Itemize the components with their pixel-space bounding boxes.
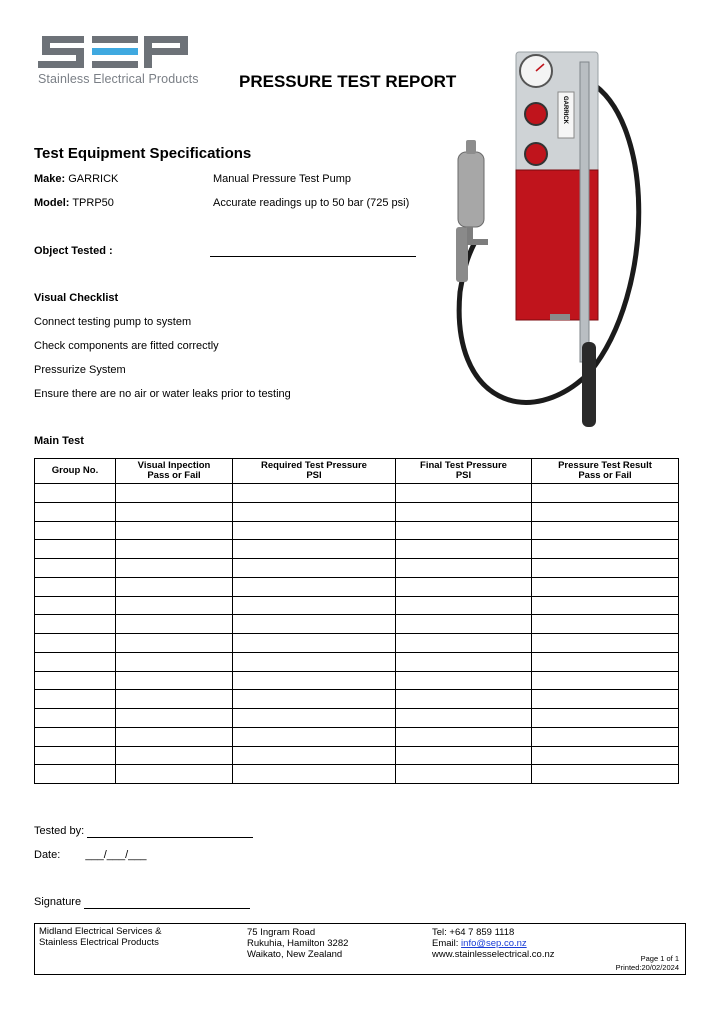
model-row — [34, 197, 114, 209]
table-cell[interactable] — [233, 746, 396, 765]
table-cell[interactable] — [233, 671, 396, 690]
model-label: Model: — [34, 197, 70, 209]
table-cell[interactable] — [116, 746, 233, 765]
table-cell[interactable] — [116, 615, 233, 634]
table-cell[interactable] — [116, 540, 233, 559]
table-row — [35, 690, 679, 709]
table-cell[interactable] — [396, 690, 532, 709]
table-row — [35, 596, 679, 615]
checklist-item: Ensure there are no air or water leaks prior to testing — [34, 388, 291, 400]
table-cell[interactable] — [396, 521, 532, 540]
table-cell[interactable] — [35, 484, 116, 503]
signature-label: Signature — [34, 896, 82, 908]
table-row — [35, 615, 679, 634]
make-row — [34, 173, 118, 185]
table-cell[interactable] — [116, 521, 233, 540]
table-cell[interactable] — [532, 746, 679, 765]
table-cell[interactable] — [396, 652, 532, 671]
object-tested-field[interactable] — [210, 256, 416, 257]
column-header-final-pressure: Final Test Pressure PSI — [396, 459, 532, 484]
signature-row — [34, 896, 250, 909]
date-label: Date: — [34, 849, 61, 861]
table-cell[interactable] — [532, 652, 679, 671]
table-cell[interactable] — [532, 709, 679, 728]
logo-tagline: Stainless Electrical Products — [38, 72, 199, 86]
make-description: Manual Pressure Test Pump — [213, 173, 351, 185]
table-cell[interactable] — [396, 502, 532, 521]
table-cell[interactable] — [396, 484, 532, 503]
table-cell[interactable] — [233, 727, 396, 746]
table-cell[interactable] — [116, 559, 233, 578]
table-cell[interactable] — [35, 596, 116, 615]
model-description: Accurate readings up to 50 bar (725 psi) — [213, 197, 410, 209]
table-row — [35, 502, 679, 521]
checklist-item: Pressurize System — [34, 364, 126, 376]
table-cell[interactable] — [35, 615, 116, 634]
column-header-visual-inspection: Visual Inpection Pass or Fail — [116, 459, 233, 484]
table-header-row — [35, 459, 679, 484]
table-cell[interactable] — [532, 559, 679, 578]
column-header-test-result: Pressure Test Result Pass or Fail — [532, 459, 679, 484]
table-row — [35, 709, 679, 728]
table-row — [35, 540, 679, 559]
table-cell[interactable] — [532, 615, 679, 634]
table-cell[interactable] — [396, 540, 532, 559]
table-cell[interactable] — [233, 521, 396, 540]
table-cell[interactable] — [233, 540, 396, 559]
table-cell[interactable] — [35, 727, 116, 746]
table-cell[interactable] — [116, 502, 233, 521]
table-cell[interactable] — [116, 652, 233, 671]
page-number: Page 1 of 1 — [640, 954, 679, 963]
tested-by-field[interactable] — [87, 825, 253, 838]
tested-by-row — [34, 825, 253, 838]
table-cell[interactable] — [532, 634, 679, 653]
checklist-item: Connect testing pump to system — [34, 316, 192, 328]
table-cell[interactable] — [116, 577, 233, 596]
table-cell[interactable] — [396, 577, 532, 596]
table-cell[interactable] — [116, 690, 233, 709]
table-cell[interactable] — [116, 727, 233, 746]
pressure-pump-image — [440, 42, 665, 432]
make-value: GARRICK — [68, 173, 119, 185]
table-cell[interactable] — [233, 577, 396, 596]
table-cell[interactable] — [396, 615, 532, 634]
table-cell[interactable] — [35, 690, 116, 709]
table-cell[interactable] — [233, 484, 396, 503]
email-link[interactable]: info@sep.co.nz — [461, 938, 527, 949]
table-cell[interactable] — [233, 502, 396, 521]
footer-email-row: Email: info@sep.co.nz — [432, 938, 527, 949]
table-cell[interactable] — [532, 502, 679, 521]
table-cell[interactable] — [35, 709, 116, 728]
equipment-heading: Test Equipment Specifications — [34, 145, 252, 162]
table-row — [35, 521, 679, 540]
table-cell[interactable] — [35, 671, 116, 690]
main-test-table — [34, 458, 679, 784]
table-cell[interactable] — [35, 652, 116, 671]
model-value: TPRP50 — [72, 197, 114, 209]
table-cell[interactable] — [233, 652, 396, 671]
table-row — [35, 634, 679, 653]
table-cell[interactable] — [35, 577, 116, 596]
table-cell[interactable] — [532, 596, 679, 615]
table-row — [35, 652, 679, 671]
column-header-group-no: Group No. — [35, 459, 116, 484]
table-cell[interactable] — [116, 671, 233, 690]
table-cell[interactable] — [35, 634, 116, 653]
table-cell[interactable] — [116, 765, 233, 784]
table-cell[interactable] — [233, 559, 396, 578]
table-cell[interactable] — [35, 521, 116, 540]
column-header-required-pressure: Required Test Pressure PSI — [233, 459, 396, 484]
table-cell[interactable] — [35, 502, 116, 521]
footer-tel: Tel: +64 7 859 1118 — [432, 927, 515, 938]
signature-field[interactable] — [84, 896, 250, 909]
table-cell[interactable] — [532, 671, 679, 690]
table-cell[interactable] — [116, 634, 233, 653]
table-cell[interactable] — [532, 690, 679, 709]
footer-contact — [432, 927, 555, 960]
table-cell[interactable] — [532, 765, 679, 784]
table-row — [35, 577, 679, 596]
table-cell[interactable] — [116, 484, 233, 503]
table-cell[interactable] — [396, 671, 532, 690]
table-cell[interactable] — [396, 765, 532, 784]
table-cell[interactable] — [35, 559, 116, 578]
table-cell[interactable] — [116, 596, 233, 615]
footer — [34, 923, 686, 975]
table-cell[interactable] — [532, 521, 679, 540]
footer-website: www.stainlesselectrical.co.nz — [432, 949, 555, 960]
table-cell[interactable] — [396, 634, 532, 653]
page-info — [616, 954, 679, 972]
table-cell[interactable] — [233, 690, 396, 709]
footer-company: Midland Electrical Services & Stainless Electrical Products — [39, 926, 162, 948]
table-row — [35, 559, 679, 578]
table-cell[interactable] — [233, 634, 396, 653]
table-row — [35, 746, 679, 765]
table-cell[interactable] — [396, 559, 532, 578]
table-cell[interactable] — [532, 577, 679, 596]
make-label: Make: — [34, 173, 66, 185]
main-test-heading: Main Test — [34, 435, 84, 447]
footer-address: 75 Ingram Road Rukuhia, Hamilton 3282 Waikato, New Zealand — [247, 927, 349, 960]
checklist-heading: Visual Checklist — [34, 292, 119, 304]
table-cell[interactable] — [35, 746, 116, 765]
printed-date: Printed:20/02/2024 — [615, 963, 679, 972]
table-cell[interactable] — [35, 765, 116, 784]
checklist-item: Check components are fitted correctly — [34, 340, 219, 352]
table-cell[interactable] — [396, 596, 532, 615]
date-row — [34, 849, 147, 861]
table-cell[interactable] — [233, 709, 396, 728]
table-cell[interactable] — [233, 615, 396, 634]
table-row — [35, 765, 679, 784]
date-field[interactable]: ___/___/___ — [85, 849, 147, 861]
table-cell[interactable] — [35, 540, 116, 559]
table-cell[interactable] — [233, 765, 396, 784]
table-cell[interactable] — [396, 709, 532, 728]
table-cell[interactable] — [396, 746, 532, 765]
table-cell[interactable] — [532, 484, 679, 503]
table-cell[interactable] — [233, 596, 396, 615]
tested-by-label: Tested by: — [34, 825, 85, 837]
table-cell[interactable] — [396, 727, 532, 746]
table-cell[interactable] — [532, 540, 679, 559]
table-row — [35, 671, 679, 690]
pump-brand-label: GARRICK — [562, 96, 568, 124]
table-row — [35, 484, 679, 503]
table-cell[interactable] — [532, 727, 679, 746]
table-cell[interactable] — [116, 709, 233, 728]
report-title: PRESSURE TEST REPORT — [239, 72, 457, 91]
object-tested-label: Object Tested : — [34, 245, 113, 257]
table-row — [35, 727, 679, 746]
